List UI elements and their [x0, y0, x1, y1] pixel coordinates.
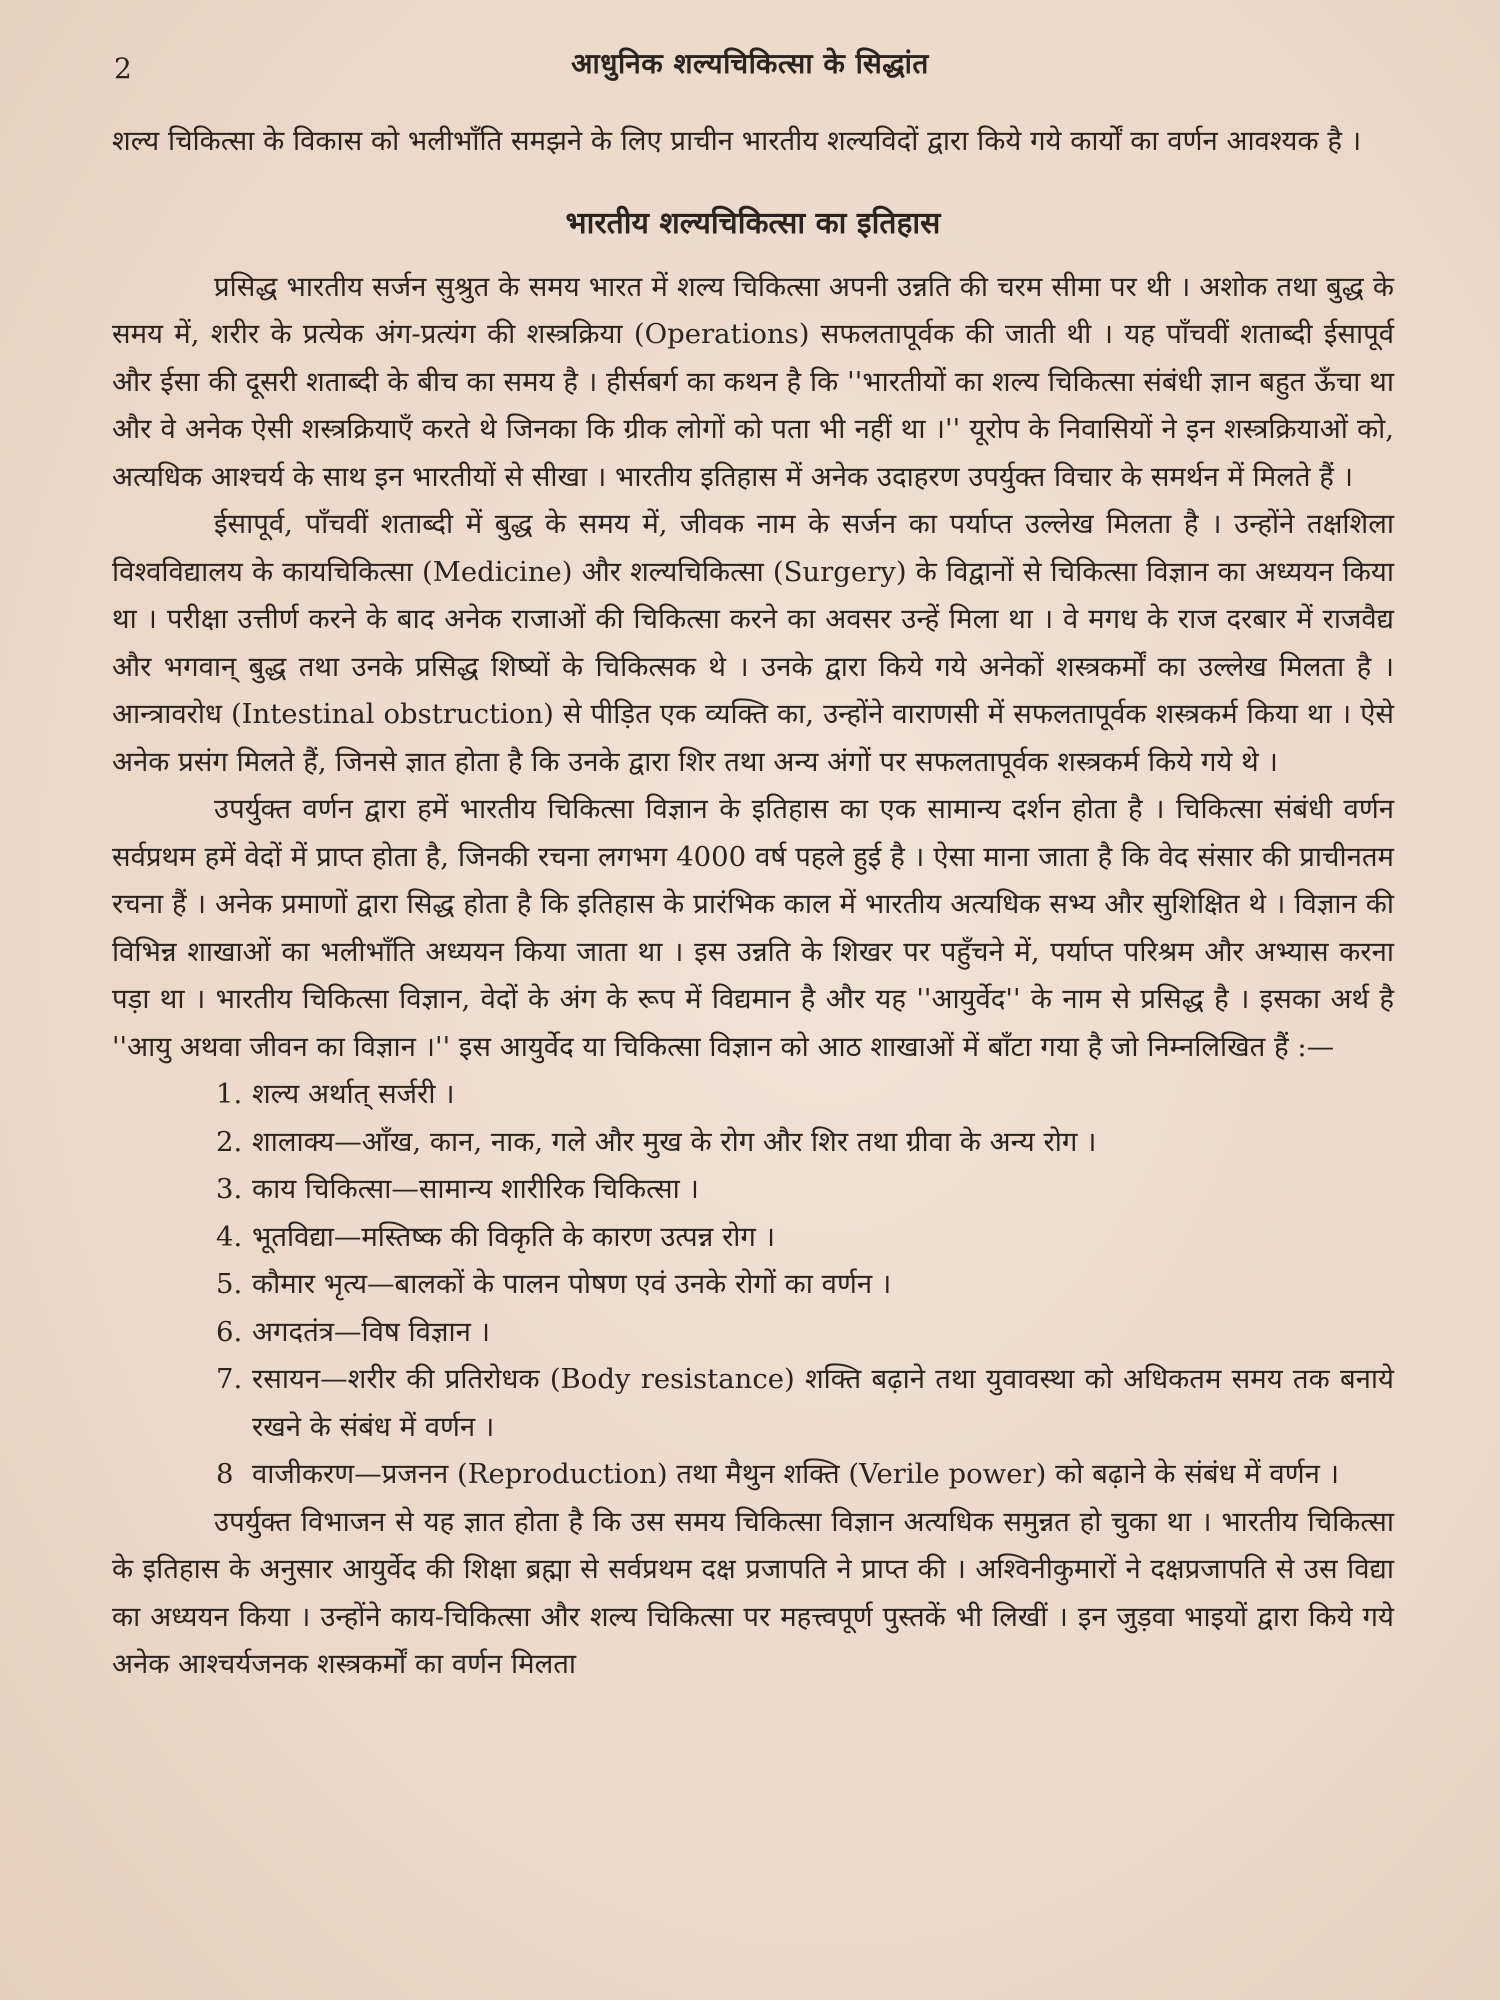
list-text: रसायन—शरीर की प्रतिरोधक (Body resistance) शक्ति बढ़ाने तथा युवावस्था को अधिकतम समय तक बनाये रखने के संबंध में वर्णन । — [252, 1363, 1394, 1443]
list-number: 5. — [216, 1268, 243, 1300]
list-item — [112, 1119, 1394, 1167]
list-item — [112, 1071, 1394, 1119]
list-item — [112, 1309, 1394, 1357]
list-text: शालाक्य—आँख, कान, नाक, गले और मुख के रोग और शिर तथा ग्रीवा के अन्य रोग । — [252, 1125, 1097, 1158]
list-text: अगदतंत्र—विष विज्ञान । — [252, 1315, 491, 1348]
paragraph-ayurveda: उपर्युक्त वर्णन द्वारा हमें भारतीय चिकित्सा विज्ञान के इतिहास का एक सामान्य दर्शन होता है । चिकित्सा संबंधी वर्णन सर्वप्रथम हमें वेदों में प्राप्त होता है, जिनकी रचना लगभग 4000 वर्ष पहले हुई है । ऐसा माना जाता है कि वेद संसार की प्राचीनतम रचना हैं । अनेक प्रमाणों द्वारा सिद्ध होता है कि इतिहास के प्रारंभिक काल में भारतीय अत्यधिक सभ्य और सुशिक्षित थे । विज्ञान की विभिन्न शाखाओं का भलीभाँति अध्ययन किया जाता था । इस उन्नति के शिखर पर पहुँचने में, पर्याप्त परिश्रम और अभ्यास करना पड़ा था । भारतीय चिकित्सा विज्ञान, वेदों के अंग के रूप में विद्यमान है और यह ''आयुर्वेद'' के नाम से प्रसिद्ध है । इसका अर्थ है ''आयु अथवा जीवन का विज्ञान ।'' इस आयुर्वेद या चिकित्सा विज्ञान को आठ शाखाओं में बाँटा गया है जो निम्नलिखित हैं :— — [112, 793, 1394, 1063]
list-number: 3. — [216, 1173, 243, 1205]
page-number: 2 — [114, 52, 132, 85]
list-number: 4. — [216, 1220, 243, 1253]
list-number: 1. — [216, 1078, 243, 1110]
list-number: 6. — [216, 1315, 243, 1348]
list-number: 2. — [216, 1125, 243, 1158]
list-text: कौमार भृत्य—बालकों के पालन पोषण एवं उनके रोगों का वर्णन । — [252, 1268, 892, 1300]
ayurveda-branches-list — [112, 1071, 1394, 1499]
list-item — [112, 1261, 1394, 1309]
list-item — [112, 1214, 1394, 1262]
paragraph-jivaka: ईसापूर्व, पाँचवीं शताब्दी में बुद्ध के समय में, जीवक नाम के सर्जन का पर्याप्त उल्लेख मिलता है । उन्होंने तक्षशिला विश्वविद्यालय के कायचिकित्सा (Medicine) और शल्यचिकित्सा (Surgery) के विद्वानों से चिकित्सा विज्ञान का अध्ययन किया था । परीक्षा उत्तीर्ण करने के बाद अनेक राजाओं की चिकित्सा करने का अवसर उन्हें मिला था । वे मगध के राज दरबार में राजवैद्य और भगवान् बुद्ध तथा उनके प्रसिद्ध शिष्यों के चिकित्सक थे । उनके द्वारा किये गये अनेकों शस्त्रकर्मों का उल्लेख मिलता है । आन्त्रावरोध (Intestinal obstruction) से पीड़ित एक व्यक्ति का, उन्होंने वाराणसी में सफलतापूर्वक शस्त्रकर्म किया था । ऐसे अनेक प्रसंग मिलते हैं, जिनसे ज्ञात होता है कि उनके द्वारा शिर तथा अन्य अंगों पर सफलतापूर्वक शस्त्रकर्म किये गये थे । — [112, 508, 1394, 778]
list-number: 7. — [216, 1363, 243, 1395]
intro-paragraph: शल्य चिकित्सा के विकास को भलीभाँति समझने के लिए प्राचीन भारतीय शल्यविदों द्वारा किये गये कार्यों का वर्णन आवश्यक है । — [112, 125, 1362, 157]
list-item — [112, 1451, 1394, 1499]
list-text: भूतविद्या—मस्तिष्क की विकृति के कारण उत्पन्न रोग । — [252, 1220, 776, 1253]
closing-paragraph: उपर्युक्त विभाजन से यह ज्ञात होता है कि उस समय चिकित्सा विज्ञान अत्यधिक समुन्नत हो चुका था । भारतीय चिकित्सा के इतिहास के अनुसार आयुर्वेद की शिक्षा ब्रह्मा से सर्वप्रथम दक्ष प्रजापति ने प्राप्त की । अश्विनीकुमारों ने दक्षप्रजापति से उस विद्या का अध्ययन किया । उन्होंने काय-चिकित्सा और शल्य चिकित्सा पर महत्त्वपूर्ण पुस्तकें भी लिखीं । इन जुड़वा भाइयों द्वारा किये गये अनेक आश्चर्यजनक शस्त्रकर्मों का वर्णन मिलता — [112, 1505, 1394, 1680]
list-item — [112, 1356, 1394, 1451]
list-text: शल्य अर्थात् सर्जरी । — [252, 1078, 455, 1110]
list-text: काय चिकित्सा—सामान्य शारीरिक चिकित्सा । — [252, 1173, 699, 1205]
list-item — [112, 1166, 1394, 1214]
list-number: 8 — [216, 1458, 234, 1490]
list-text: वाजीकरण—प्रजनन (Reproduction) तथा मैथुन शक्ति (Verile power) को बढ़ाने के संबंध में वर्णन । — [252, 1458, 1340, 1490]
paragraph-sushruta: प्रसिद्ध भारतीय सर्जन सुश्रुत के समय भारत में शल्य चिकित्सा अपनी उन्नति की चरम सीमा पर थी । अशोक तथा बुद्ध के समय में, शरीर के प्रत्येक अंग-प्रत्यंग की शस्त्रक्रिया (Operations) सफलतापूर्वक की जाती थी । यह पाँचवीं शताब्दी ईसापूर्व और ईसा की दूसरी शताब्दी के बीच का समय है । हीर्सबर्ग का कथन है कि ''भारतीयों का शल्य चिकित्सा संबंधी ज्ञान बहुत ऊँचा था और वे अनेक ऐसी शस्त्रक्रियाएँ करते थे जिनका कि ग्रीक लोगों को पता भी नहीं था ।'' यूरोप के निवासियों ने इन शस्त्रक्रियाओं को, अत्यधिक आश्चर्य के साथ इन भारतीयों से सीखा । भारतीय इतिहास में अनेक उदाहरण उपर्युक्त विचार के समर्थन में मिलते हैं । — [112, 270, 1394, 493]
section-heading: भारतीय शल्यचिकित्सा का इतिहास — [565, 205, 941, 241]
page-body — [112, 118, 1394, 1689]
running-title: आधुनिक शल्यचिकित्सा के सिद्धांत — [571, 47, 929, 80]
